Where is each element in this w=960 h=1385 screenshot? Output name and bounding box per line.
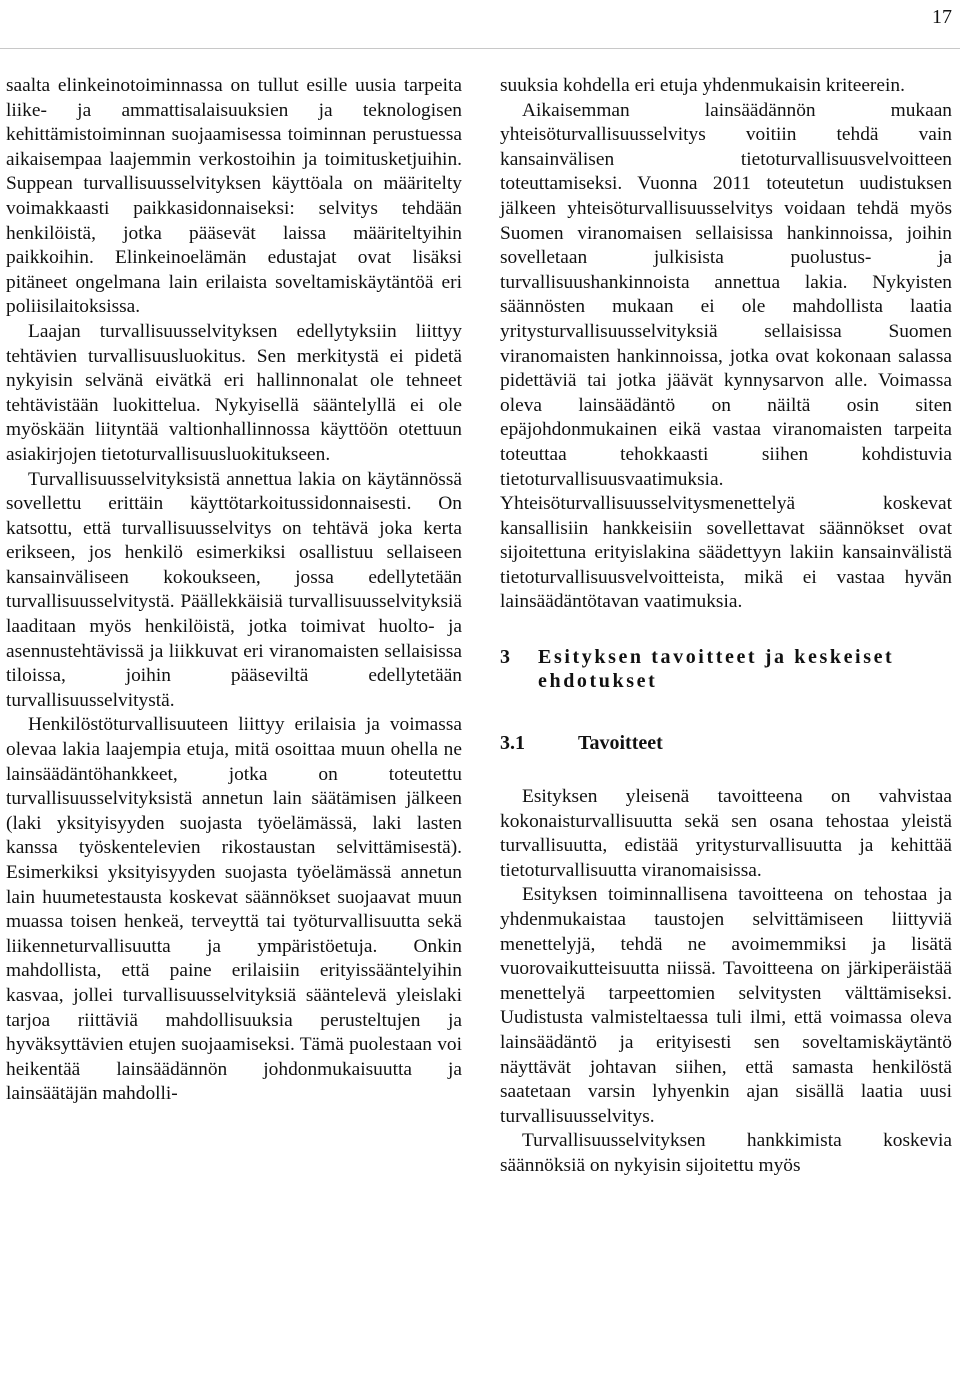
paragraph: Esityksen yleisenä tavoitteena on vahvistaa kokonaisturvallisuutta sekä sen osana tehostaa yleistä turvallisuutta, edistää yritysturvallisuutta ja kehittää tietoturvallisuutta viranomaisissa. [500, 786, 952, 881]
paragraph: suuksia kohdella eri etuja yhdenmukaisin kriteerein. [500, 75, 905, 96]
right-column [500, 74, 952, 1179]
paragraph: Laajan turvallisuusselvityksen edellytyksiin liittyy tehtävien turvallisuusluokitus. Sen merkitystä ei pidetä nykyisin selvänä eivätkä eri hallinnonalat ole tehneet tehtävistään luokittelua. Nykyisellä sääntelyllä ei ole myöskään liityntää valtionhallinnossa käyttöön otettuun asiakirjojen tietoturvallisuusluokitukseen. [6, 320, 462, 465]
page-number: 17 [932, 6, 952, 28]
paragraph: Esityksen toiminnallisena tavoitteena on tehostaa ja yhdenmukaistaa taustojen selvittämiseen liittyviä menettelyjä, tehdä ne avoimemmiksi ja lisätä vuorovaikutteisuutta niissä. Tavoitteena on järkiperäistää menettelyä tarpeettomien selvitysten välttämiseksi. Uudistusta valmisteltaessa tuli ilmi, että voimassa oleva lainsäädäntö ja erityisesti sen soveltamiskäytäntö näyttävät johtavan siihen, että samasta henkilöstä saatetaan varsin lyhyenkin ajan sisällä laatia uusi turvallisuusselvitys. [500, 884, 952, 1127]
header-rule [0, 48, 960, 49]
subsection-title: Tavoitteet [578, 732, 663, 755]
subsection-number: 3.1 [500, 732, 525, 755]
subsection-heading [500, 731, 952, 755]
paragraph: Turvallisuusselvityksistä annettua lakia on käytännössä sovellettu erittäin käyttötarkoitussidonnaisesti. On katsottu, että turvallisuusselvitys on tehtävä joka kerta erikseen, jos henkilö esimerkiksi osallistuu sellaiseen kansainväliseen kokoukseen, jossa edellytetään turvallisuusselvitystä. Päällekkäisiä turvallisuusselvityksiä laaditaan myös henkilöistä, jotka toimivat huolto- ja asennustehtävissä ja liikkuvat eri viranomaisten sellaisissa tiloissa, joihin pääseviltä edellytetään turvallisuusselvitystä. [6, 468, 462, 711]
paragraph: Henkilöstöturvallisuuteen liittyy erilaisia ja voimassa olevaa lakia laajempia etuja, mitä osoittaa muun ohella ne lainsäädäntöhankkeet, jotka on toteutettu turvallisuusselvityksistä annetun lain säätämisen jälkeen (laki yksityisyyden suojasta työelämässä, laki lasten kanssa työskentelevien rikostaustan selvittämisestä). Esimerkiksi yksityisyyden suojasta työelämässä annetun lain huumetestausta koskevat säännökset suojaavat muun muassa toisen henkeä, terveyttä tai työturvallisuutta sekä liikenneturvallisuutta ja ympäristöetuja. Onkin mahdollista, että paine erilaisiin erityissääntelyihin kasvaa, jollei turvallisuusselvityksiä sääntelevä yleislaki tarjoa riittäviä mahdollisuuksia perusteltujen ja hyväksyttävien etujen suojaamiseksi. Tämä puolestaan voi heikentää lainsäädännön johdonmukaisuutta ja lainsäätäjän mahdolli- [6, 714, 462, 1105]
section-number: 3 [500, 646, 513, 669]
section-heading [500, 645, 952, 693]
paragraph: saalta elinkeinotoiminnassa on tullut esille uusia tarpeita liike- ja ammattisalaisuuksien ja teknologisen kehittämistoiminnan suojaamisessa toiminnan perustuessa aikaisempaa laajemmin verkostoihin ja toimitusketjuihin. Suppean turvallisuusselvityksen käyttöala on määritelty voimakkaasti paikkasidonnaiseksi: selvitys tehdään henkilöistä, jotka pääsevät laissa määriteltyihin paikkoihin. Elinkeinoelämän edustajat ovat lisäksi pitäneet ongelmana lain erilaista soveltamiskäytäntöä eri poliisilaitoksissa. [6, 75, 462, 318]
paragraph: Turvallisuusselvityksen hankkimista koskevia säännöksiä on nykyisin sijoitettu myös [500, 1130, 952, 1176]
paragraph: Aikaisemman lainsäädännön mukaan yhteisöturvallisuusselvitys voitiin tehdä vain kansainvälisen tietoturvallisuusvelvoitteen toteuttamiseksi. Vuonna 2011 toteutetun uudistuksen jälkeen yhteisöturvallisuusselvitys voidaan tehdä myös Suomen viranomaisen sellaisissa hankinnoissa, joihin sovelletaan julkisista puolustus- ja turvallisuushankinnoista annettua lakia. Nykyisten säännösten mukaan ei ole mahdollista laatia yritysturvallisuusselvityksiä sellaisissa Suomen viranomaisten hankinnoissa, jotka ovat kokonaan salassa pidettäviä tai jotka jäävät kynnysarvon alle. Voimassa oleva lainsäädäntö on näiltä osin siten epäjohdonmukainen eikä vastaa viranomaisten tarpeita toteuttaa tehokkaasti siihen kohdistuvia tietoturvallisuusvaatimuksia. Yhteisöturvallisuusselvitysmenettelyä koskevat kansallisiin hankkeisiin sovellettavat säännökset ovat sijoitettuna erityislakina säädettyyn lakiin kansainvälistä tietoturvallisuusvelvoitteista, mikä ei vastaa hyvän lainsäädäntötavan vaatimuksia. [500, 99, 952, 613]
section-title: Esityksen tavoitteet ja keskeiset ehdotukset [538, 646, 895, 693]
left-column [6, 74, 462, 1107]
